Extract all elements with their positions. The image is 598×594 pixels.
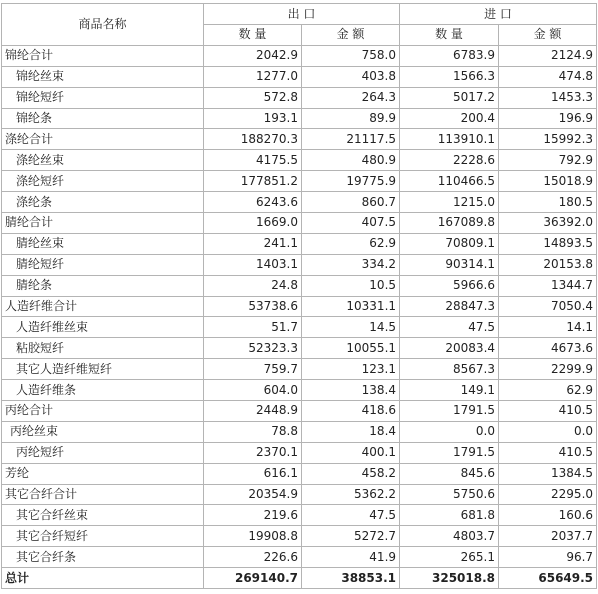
product-name-cell: 其它人造纤维短纤 (2, 359, 204, 380)
export-quantity-cell: 616.1 (204, 463, 302, 484)
export-amount-cell: 264.3 (302, 87, 400, 108)
import-amount-cell: 15018.9 (499, 171, 597, 192)
export-quantity-cell: 78.8 (204, 421, 302, 442)
product-name-cell: 涤纶合计 (2, 129, 204, 150)
table-row (2, 66, 597, 87)
export-amount-cell: 334.2 (302, 254, 400, 275)
table-row (2, 442, 597, 463)
import-amount-cell: 1384.5 (499, 463, 597, 484)
total-label: 总计 (2, 568, 204, 589)
export-quantity-cell: 604.0 (204, 380, 302, 401)
total-import-amount: 65649.5 (499, 568, 597, 589)
product-name-cell: 人造纤维丝束 (2, 317, 204, 338)
product-name-cell: 腈纶丝束 (2, 233, 204, 254)
export-quantity-cell: 2370.1 (204, 442, 302, 463)
product-name-cell: 涤纶丝束 (2, 150, 204, 171)
export-quantity-cell: 2448.9 (204, 401, 302, 422)
export-quantity-cell: 241.1 (204, 233, 302, 254)
export-quantity-cell: 2042.9 (204, 45, 302, 66)
import-amount-cell: 0.0 (499, 421, 597, 442)
table-row (2, 150, 597, 171)
import-quantity-cell: 0.0 (400, 421, 499, 442)
product-name-cell: 粘胶短纤 (2, 338, 204, 359)
product-name-cell: 其它合纤丝束 (2, 505, 204, 526)
export-amount-cell: 138.4 (302, 380, 400, 401)
table-row (2, 45, 597, 66)
export-quantity-cell: 572.8 (204, 87, 302, 108)
export-amount-cell: 418.6 (302, 401, 400, 422)
import-header: 进 口 (400, 4, 597, 25)
import-amount-cell: 36392.0 (499, 213, 597, 234)
import-quantity-cell: 90314.1 (400, 254, 499, 275)
import-quantity-cell: 110466.5 (400, 171, 499, 192)
export-amount-cell: 10331.1 (302, 296, 400, 317)
export-amount-cell: 403.8 (302, 66, 400, 87)
export-amount-cell: 407.5 (302, 213, 400, 234)
table-row (2, 317, 597, 338)
product-name-cell: 锦纶短纤 (2, 87, 204, 108)
product-name-cell: 人造纤维合计 (2, 296, 204, 317)
export-quantity-cell: 188270.3 (204, 129, 302, 150)
export-header: 出 口 (204, 4, 400, 25)
export-amount-cell: 758.0 (302, 45, 400, 66)
export-quantity-cell: 177851.2 (204, 171, 302, 192)
export-amount-cell: 123.1 (302, 359, 400, 380)
export-amount-cell: 89.9 (302, 108, 400, 129)
import-amount-cell: 410.5 (499, 442, 597, 463)
table-row (2, 213, 597, 234)
import-amount-cell: 14893.5 (499, 233, 597, 254)
import-amount-cell: 474.8 (499, 66, 597, 87)
export-amount-cell: 21117.5 (302, 129, 400, 150)
import-amount-cell: 15992.3 (499, 129, 597, 150)
import-amount-cell: 196.9 (499, 108, 597, 129)
export-amount-cell: 14.5 (302, 317, 400, 338)
import-quantity-cell: 5750.6 (400, 484, 499, 505)
header-row-top (2, 4, 597, 25)
import-quantity-cell: 47.5 (400, 317, 499, 338)
export-quantity-cell: 1277.0 (204, 66, 302, 87)
table-row (2, 463, 597, 484)
import-amount-cell: 2295.0 (499, 484, 597, 505)
product-name-cell: 芳纶 (2, 463, 204, 484)
table-row (2, 401, 597, 422)
import-quantity-cell: 113910.1 (400, 129, 499, 150)
export-quantity-cell: 6243.6 (204, 192, 302, 213)
product-name-cell: 锦纶合计 (2, 45, 204, 66)
import-amount-cell: 2299.9 (499, 359, 597, 380)
table-row (2, 233, 597, 254)
table-row (2, 129, 597, 150)
export-quantity-cell: 759.7 (204, 359, 302, 380)
product-name-cell: 其它合纤合计 (2, 484, 204, 505)
export-amount-cell: 400.1 (302, 442, 400, 463)
import-amount-cell: 180.5 (499, 192, 597, 213)
product-name-header: 商品名称 (2, 4, 204, 46)
import-quantity-cell: 5966.6 (400, 275, 499, 296)
export-quantity-cell: 226.6 (204, 547, 302, 568)
import-quantity-cell: 6783.9 (400, 45, 499, 66)
import-amount-cell: 4673.6 (499, 338, 597, 359)
export-amount-header: 金 额 (302, 25, 400, 46)
export-amount-cell: 860.7 (302, 192, 400, 213)
import-amount-cell: 410.5 (499, 401, 597, 422)
table-row (2, 338, 597, 359)
export-amount-cell: 10.5 (302, 275, 400, 296)
total-export-amount: 38853.1 (302, 568, 400, 589)
import-amount-cell: 7050.4 (499, 296, 597, 317)
import-quantity-cell: 1791.5 (400, 401, 499, 422)
import-quantity-cell: 1791.5 (400, 442, 499, 463)
table-row (2, 171, 597, 192)
export-quantity-cell: 219.6 (204, 505, 302, 526)
product-name-cell: 其它合纤短纤 (2, 526, 204, 547)
import-quantity-header: 数 量 (400, 25, 499, 46)
table-body (2, 45, 597, 567)
export-amount-cell: 18.4 (302, 421, 400, 442)
table-row (2, 380, 597, 401)
export-quantity-cell: 1403.1 (204, 254, 302, 275)
product-name-cell: 人造纤维条 (2, 380, 204, 401)
table-row (2, 192, 597, 213)
import-amount-cell: 160.6 (499, 505, 597, 526)
import-amount-cell: 62.9 (499, 380, 597, 401)
total-export-quantity: 269140.7 (204, 568, 302, 589)
table-row (2, 484, 597, 505)
table-row (2, 526, 597, 547)
export-amount-cell: 19775.9 (302, 171, 400, 192)
product-name-cell: 丙纶短纤 (2, 442, 204, 463)
import-amount-header: 金 额 (499, 25, 597, 46)
product-name-cell: 腈纶短纤 (2, 254, 204, 275)
product-name-cell: 腈纶条 (2, 275, 204, 296)
import-quantity-cell: 8567.3 (400, 359, 499, 380)
import-amount-cell: 1344.7 (499, 275, 597, 296)
export-quantity-cell: 51.7 (204, 317, 302, 338)
export-amount-cell: 41.9 (302, 547, 400, 568)
export-amount-cell: 458.2 (302, 463, 400, 484)
total-import-quantity: 325018.8 (400, 568, 499, 589)
import-quantity-cell: 681.8 (400, 505, 499, 526)
export-quantity-cell: 19908.8 (204, 526, 302, 547)
import-amount-cell: 792.9 (499, 150, 597, 171)
export-quantity-header: 数 量 (204, 25, 302, 46)
product-name-cell: 腈纶合计 (2, 213, 204, 234)
table-row (2, 421, 597, 442)
table-row (2, 87, 597, 108)
import-amount-cell: 96.7 (499, 547, 597, 568)
import-amount-cell: 1453.3 (499, 87, 597, 108)
export-quantity-cell: 53738.6 (204, 296, 302, 317)
export-quantity-cell: 24.8 (204, 275, 302, 296)
import-quantity-cell: 149.1 (400, 380, 499, 401)
export-quantity-cell: 193.1 (204, 108, 302, 129)
export-amount-cell: 62.9 (302, 233, 400, 254)
table-row (2, 359, 597, 380)
import-quantity-cell: 4803.7 (400, 526, 499, 547)
export-quantity-cell: 20354.9 (204, 484, 302, 505)
import-quantity-cell: 200.4 (400, 108, 499, 129)
import-quantity-cell: 265.1 (400, 547, 499, 568)
export-amount-cell: 480.9 (302, 150, 400, 171)
export-amount-cell: 10055.1 (302, 338, 400, 359)
export-amount-cell: 5272.7 (302, 526, 400, 547)
export-quantity-cell: 4175.5 (204, 150, 302, 171)
product-name-cell: 锦纶丝束 (2, 66, 204, 87)
export-quantity-cell: 52323.3 (204, 338, 302, 359)
import-quantity-cell: 20083.4 (400, 338, 499, 359)
export-quantity-cell: 1669.0 (204, 213, 302, 234)
import-quantity-cell: 70809.1 (400, 233, 499, 254)
table-row (2, 296, 597, 317)
import-quantity-cell: 1215.0 (400, 192, 499, 213)
import-amount-cell: 14.1 (499, 317, 597, 338)
import-quantity-cell: 2228.6 (400, 150, 499, 171)
export-amount-cell: 47.5 (302, 505, 400, 526)
product-name-cell: 丙纶合计 (2, 401, 204, 422)
table-row (2, 505, 597, 526)
product-name-cell: 其它合纤条 (2, 547, 204, 568)
product-name-cell: 涤纶条 (2, 192, 204, 213)
table-row (2, 547, 597, 568)
import-quantity-cell: 28847.3 (400, 296, 499, 317)
table-row (2, 275, 597, 296)
import-amount-cell: 20153.8 (499, 254, 597, 275)
product-name-cell: 涤纶短纤 (2, 171, 204, 192)
table-row (2, 108, 597, 129)
import-amount-cell: 2037.7 (499, 526, 597, 547)
product-name-cell: 锦纶条 (2, 108, 204, 129)
table-row (2, 254, 597, 275)
total-row (2, 568, 597, 589)
import-amount-cell: 2124.9 (499, 45, 597, 66)
import-quantity-cell: 5017.2 (400, 87, 499, 108)
fiber-trade-table (1, 3, 597, 589)
product-name-cell: 丙纶丝束 (2, 421, 204, 442)
import-quantity-cell: 845.6 (400, 463, 499, 484)
import-quantity-cell: 167089.8 (400, 213, 499, 234)
export-amount-cell: 5362.2 (302, 484, 400, 505)
import-quantity-cell: 1566.3 (400, 66, 499, 87)
